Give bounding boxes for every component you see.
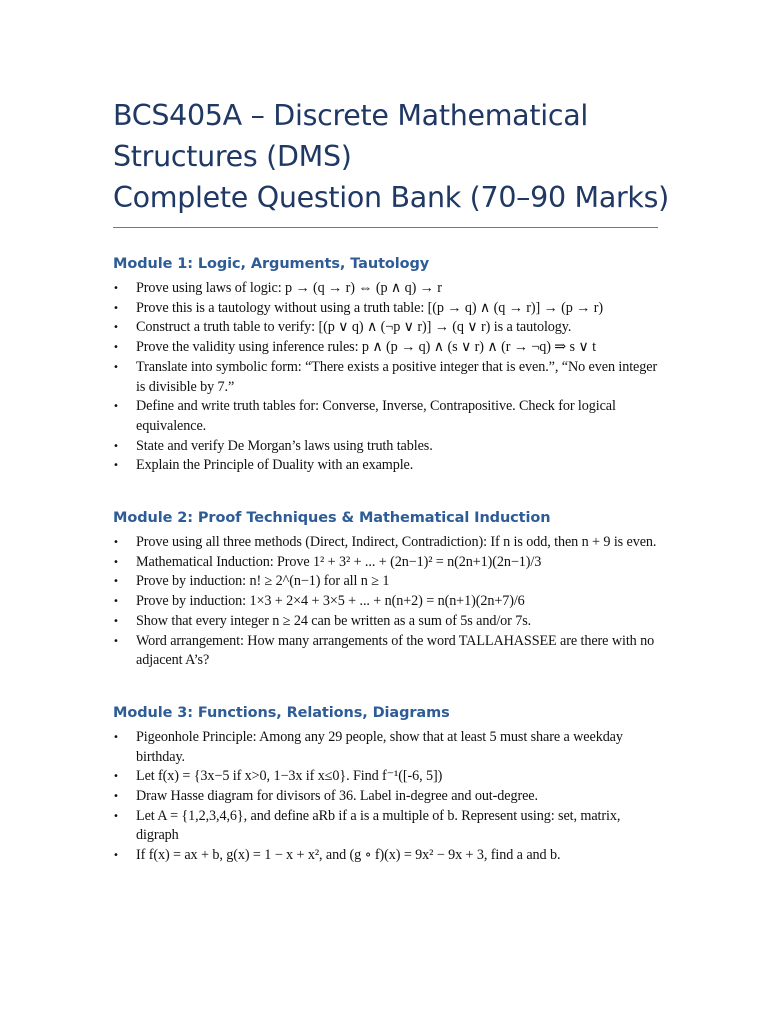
question-text: Prove this is a tautology without using a truth table: [(p → q) ∧ (q → r)] → (p → r) <box>136 299 603 316</box>
question-text: If f(x) = ax + b, g(x) = 1 − x + x², and (g ∘ f)(x) = 9x² − 9x + 3, find a and b. <box>136 847 561 864</box>
bullet-icon: • <box>113 361 119 373</box>
title-line-2: Structures (DMS) <box>113 140 352 173</box>
bullet-icon: • <box>113 322 119 334</box>
question-text: Prove by induction: n! ≥ 2^(n−1) for all n ≥ 1 <box>136 573 390 590</box>
question-item <box>113 318 658 338</box>
bullet-icon: • <box>113 440 119 452</box>
question-item <box>113 279 658 299</box>
question-text: Construct a truth table to verify: [(p ∨ q) ∧ (¬p ∨ r)] → (q ∨ r) is a tautology. <box>136 319 572 336</box>
question-item <box>113 572 658 592</box>
question-text: Let f(x) = {3x−5 if x>0, 1−3x if x≤0}. Find f⁻¹([-6, 5]) <box>136 768 443 785</box>
question-text: Prove by induction: 1×3 + 2×4 + 3×5 + ... + n(n+2) = n(n+1)(2n+7)/6 <box>136 593 525 610</box>
question-text: Pigeonhole Principle: Among any 29 people, show that at least 5 must share a weekday birthday. <box>136 728 623 765</box>
question-item <box>113 612 658 632</box>
module-2-question-list <box>113 533 658 671</box>
title-divider <box>113 227 658 228</box>
question-text: Show that every integer n ≥ 24 can be written as a sum of 5s and/or 7s. <box>136 612 532 629</box>
title-line-3: Complete Question Bank (70–90 Marks) <box>113 181 669 214</box>
bullet-icon: • <box>113 401 119 413</box>
question-item <box>113 358 658 397</box>
module-2-heading: Module 2: Proof Techniques & Mathematical Induction <box>113 510 551 527</box>
question-text: Draw Hasse diagram for divisors of 36. Label in-degree and out-degree. <box>136 788 538 805</box>
bullet-icon: • <box>113 850 119 862</box>
question-item <box>113 299 658 319</box>
question-item <box>113 533 658 553</box>
bullet-icon: • <box>113 460 119 472</box>
bullet-icon: • <box>113 771 119 783</box>
bullet-icon: • <box>113 342 119 354</box>
question-item <box>113 456 658 476</box>
bullet-icon: • <box>113 791 119 803</box>
bullet-icon: • <box>113 302 119 314</box>
question-item <box>113 592 658 612</box>
question-item <box>113 632 658 671</box>
question-text: Let A = {1,2,3,4,6}, and define aRb if a is a multiple of b. Represent using: set, matrix, digraph <box>136 807 621 844</box>
question-item <box>113 437 658 457</box>
title-line-1: BCS405A – Discrete Mathematical <box>113 99 588 132</box>
question-text: Mathematical Induction: Prove 1² + 3² + ... + (2n−1)² = n(2n+1)(2n−1)/3 <box>136 553 542 570</box>
question-item <box>113 338 658 358</box>
question-item <box>113 553 658 573</box>
question-text: Explain the Principle of Duality with an example. <box>136 457 414 474</box>
question-text: State and verify De Morgan’s laws using truth tables. <box>136 437 433 454</box>
bullet-icon: • <box>113 283 119 294</box>
question-item <box>113 728 658 767</box>
question-text: Prove using all three methods (Direct, Indirect, Contradiction): If n is odd, then n + 9 is even. <box>136 534 657 551</box>
question-item <box>113 787 658 807</box>
question-text: Translate into symbolic form: “There exists a positive integer that is even.”, “No even integer is divisible by 7.” <box>136 358 658 395</box>
document-page <box>113 0 669 866</box>
module-3-section <box>113 703 658 866</box>
module-1-section <box>113 254 658 476</box>
bullet-icon: • <box>113 615 119 627</box>
module-1-question-list <box>113 279 658 476</box>
bullet-icon: • <box>113 596 119 608</box>
question-text: Prove using laws of logic: p → (q → r) ⇔ (p ∧ q) → r <box>136 280 442 296</box>
bullet-icon: • <box>113 556 119 568</box>
bullet-icon: • <box>113 731 119 743</box>
question-item <box>113 767 658 787</box>
question-text: Prove the validity using inference rules: p ∧ (p → q) ∧ (s ∨ r) ∧ (r → ¬q) ⇒ s ∨ t <box>136 339 596 356</box>
question-text: Word arrangement: How many arrangements of the word TALLAHASSEE are there with no adjacent A’s? <box>136 632 655 669</box>
module-1-heading: Module 1: Logic, Arguments, Tautology <box>113 256 430 272</box>
question-item <box>113 397 658 436</box>
bullet-icon: • <box>113 635 119 647</box>
module-3-heading: Module 3: Functions, Relations, Diagrams <box>113 704 450 721</box>
question-item <box>113 807 658 846</box>
question-text: Define and write truth tables for: Converse, Inverse, Contrapositive. Check for logical equivalence. <box>136 398 616 434</box>
bullet-icon: • <box>113 576 119 588</box>
module-3-question-list <box>113 728 658 866</box>
question-item <box>113 846 658 866</box>
document-title <box>113 0 669 218</box>
bullet-icon: • <box>113 537 119 549</box>
module-2-section <box>113 508 658 671</box>
bullet-icon: • <box>113 810 119 822</box>
